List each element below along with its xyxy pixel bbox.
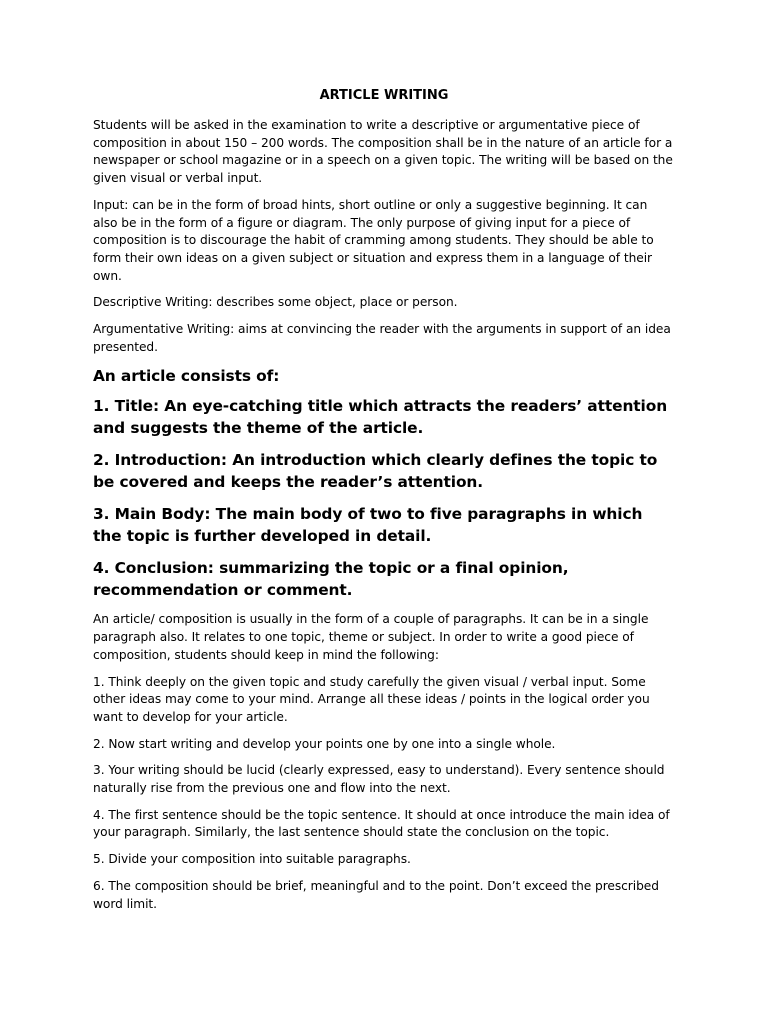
paragraph-argumentative-writing: Argumentative Writing: aims at convincing the reader with the arguments in support of an idea presented.: [93, 322, 671, 354]
document-page: [93, 87, 675, 922]
paragraph-overview: Students will be asked in the examination to write a descriptive or argumentative piece of composition in about 150 – 200 words. The composition shall be in the nature of an article for a newspaper or school magazine or in a speech on a given topic. The writing will be based on the given visual or verbal input.: [93, 118, 673, 186]
guideline-item: 4. The first sentence should be the topic sentence. It should at once introduce the main idea of your paragraph. Similarly, the last sentence should state the conclusion on the topic.: [93, 807, 670, 840]
guideline-item: 2. Now start writing and develop your points one by one into a single whole.: [93, 736, 556, 751]
component-introduction: 2. Introduction: An introduction which clearly defines the topic to be covered and keeps the reader’s attention.: [93, 451, 658, 492]
component-title: 1. Title: An eye-catching title which attracts the readers’ attention and suggests the theme of the article.: [93, 397, 668, 438]
component-conclusion: 4. Conclusion: summarizing the topic or a final opinion, recommendation or comment.: [93, 559, 569, 600]
guideline-item: 1. Think deeply on the given topic and study carefully the given visual / verbal input. Some other ideas may come to your mind. Arrange all these ideas / points in the logical order you want to develop for your article.: [93, 674, 650, 724]
component-main-body: 3. Main Body: The main body of two to five paragraphs in which the topic is further developed in detail.: [93, 505, 643, 546]
paragraph-input: Input: can be in the form of broad hints, short outline or only a suggestive beginning. It can also be in the form of a figure or diagram. The only purpose of giving input for a piece of composition is to discourage the habit of cramming among students. They should be able to form their own ideas on a given subject or situation and express them in a language of their own.: [93, 197, 654, 283]
guideline-item: 5. Divide your composition into suitable paragraphs.: [93, 852, 411, 867]
paragraph-descriptive-writing: Descriptive Writing: describes some object, place or person.: [93, 295, 458, 310]
paragraph-guidance-intro: An article/ composition is usually in the form of a couple of paragraphs. It can be in a single paragraph also. It relates to one topic, theme or subject. In order to write a good piece of composition, students should keep in mind the following:: [93, 612, 649, 662]
guideline-item: 6. The composition should be brief, meaningful and to the point. Don’t exceed the prescribed word limit.: [93, 878, 659, 911]
document-title: ARTICLE WRITING: [319, 88, 449, 103]
components-heading: An article consists of:: [93, 367, 280, 386]
guideline-item: 3. Your writing should be lucid (clearly expressed, easy to understand). Every sentence should naturally rise from the previous one and flow into the next.: [93, 763, 665, 796]
